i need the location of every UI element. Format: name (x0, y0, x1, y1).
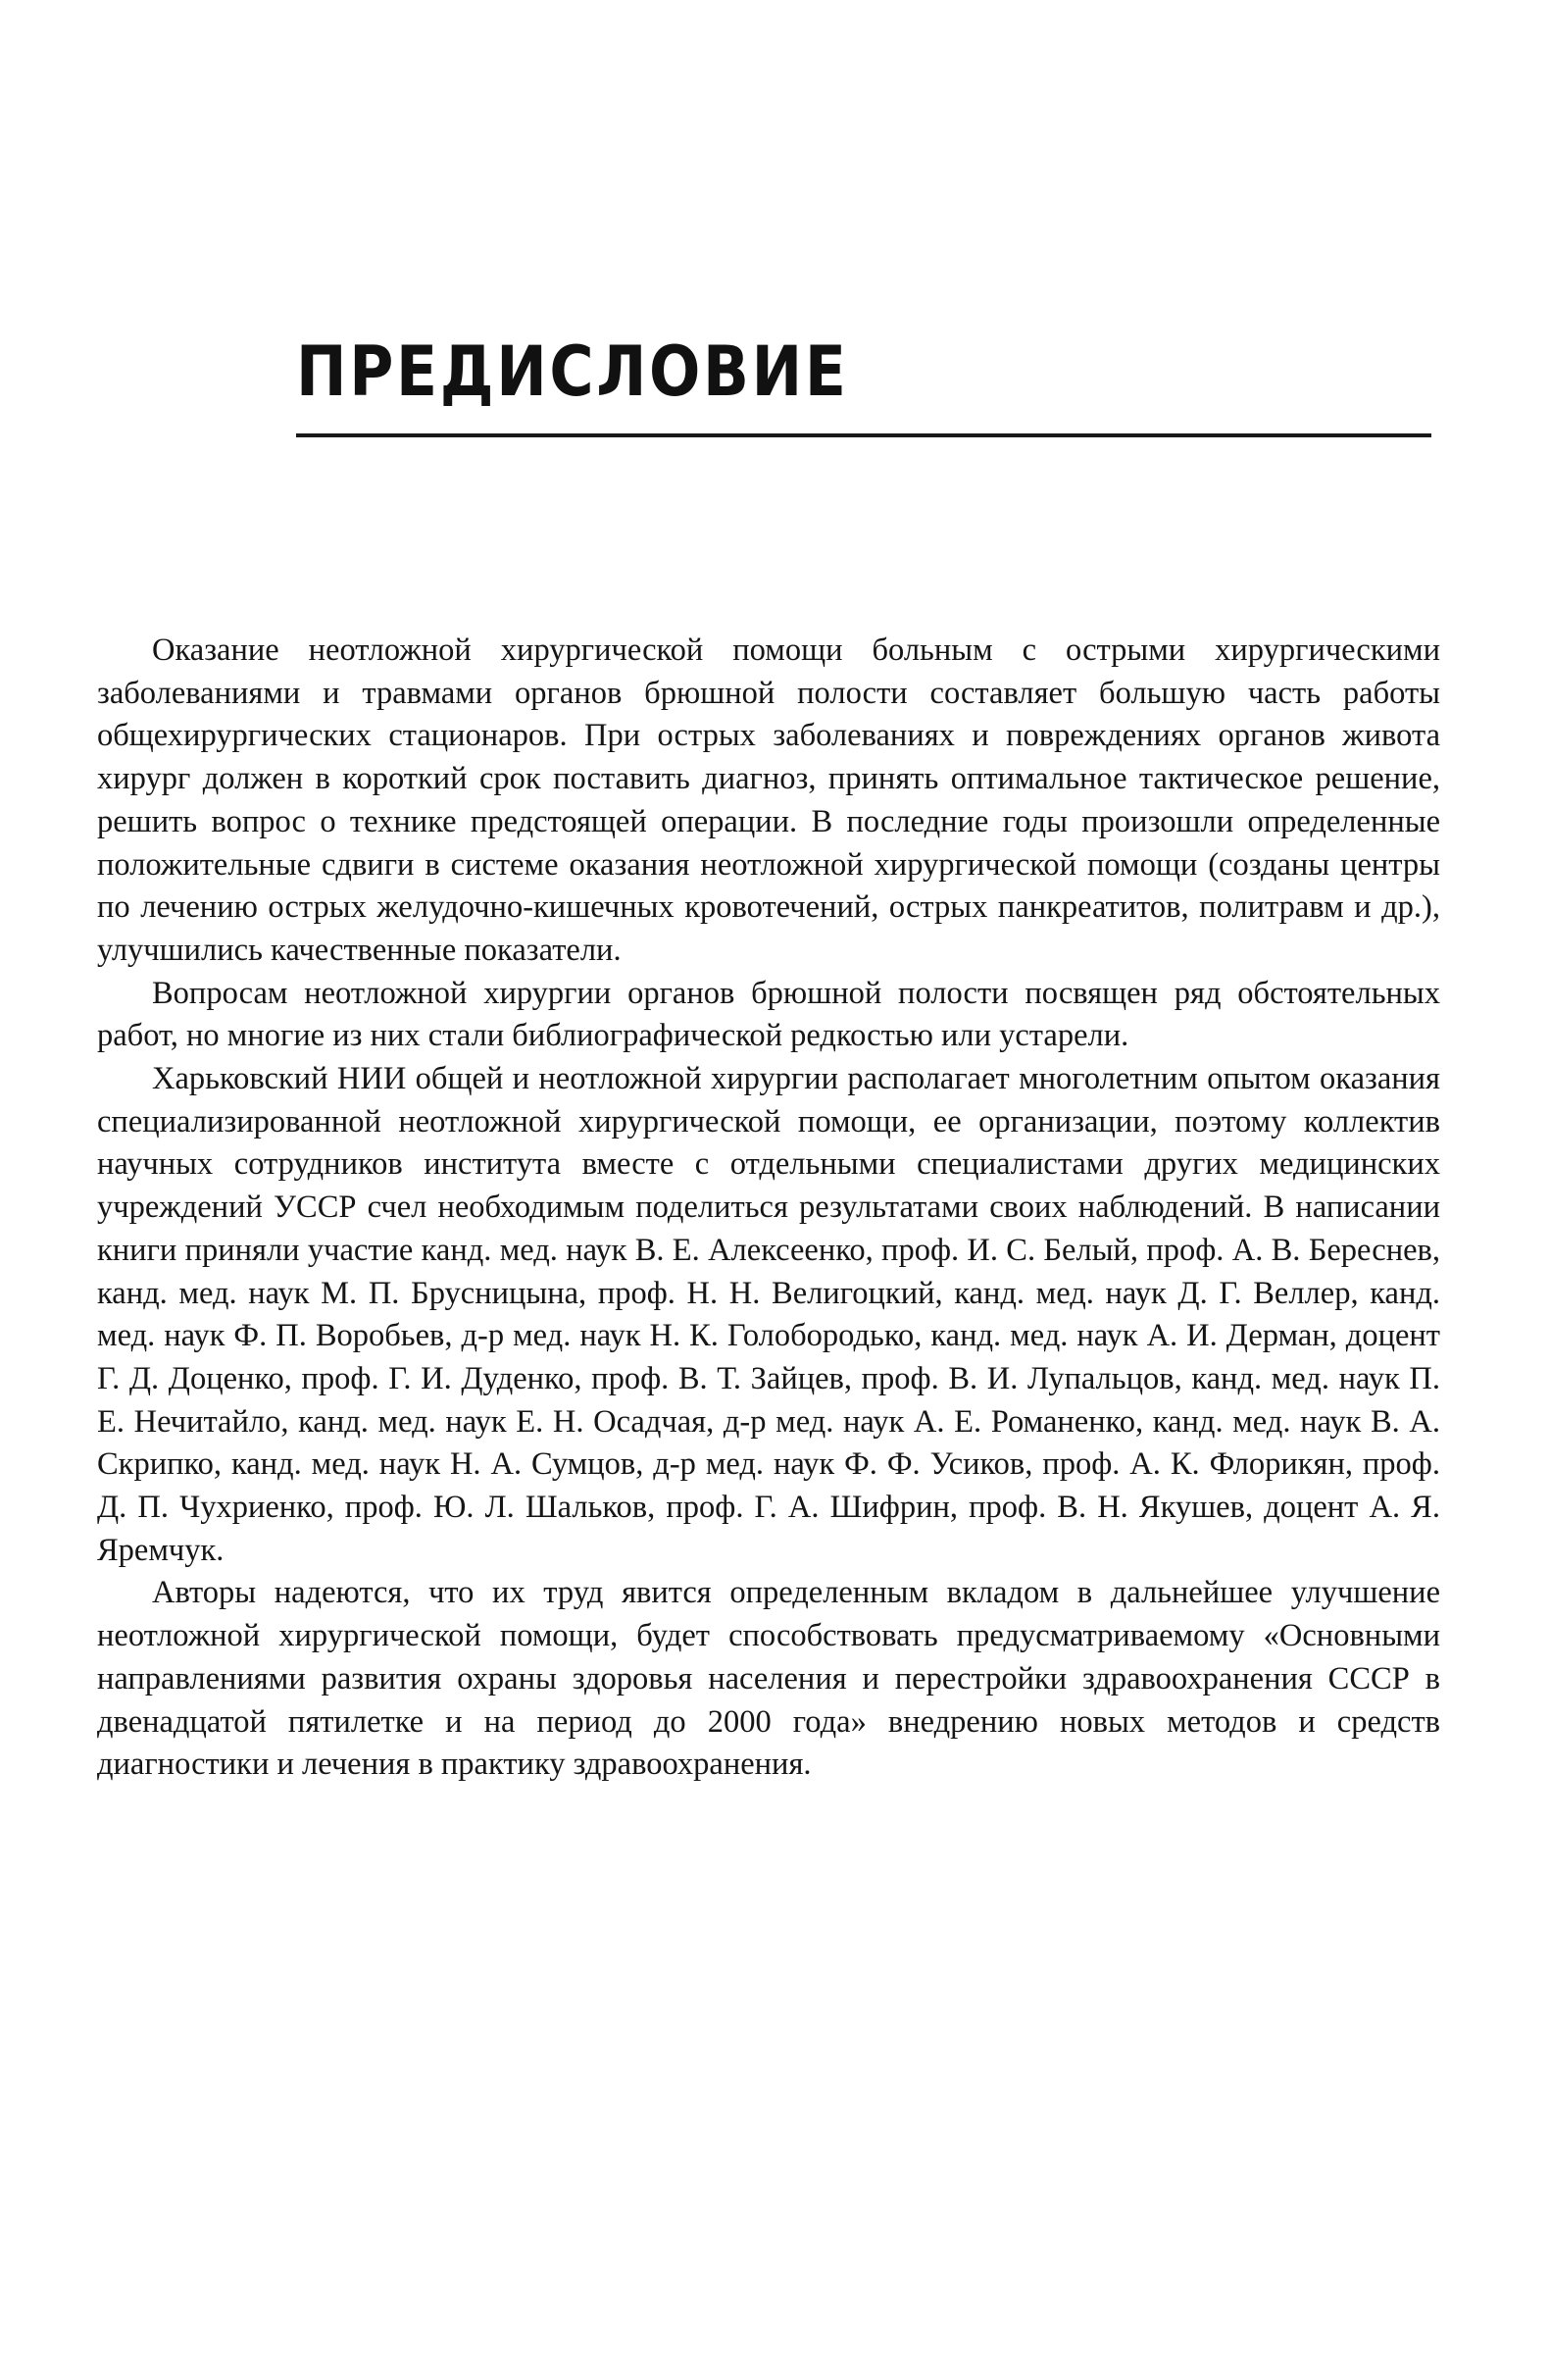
paragraph-4: Авторы надеются, что их труд явится определенным вкладом в дальнейшее улучшение неотложной хирургической помощи, будет способствовать предусматриваемому «Основными направлениями развития охраны здоровья населения и перестройки здравоохранения СССР в двенадцатой пятилетке и на период до 2000 года» внедрению новых методов и средств диагностики и лечения в практику здравоохранения. (97, 1575, 1440, 1783)
page-title: ПРЕДИСЛОВИЕ (296, 331, 849, 412)
paragraph-2: Вопросам неотложной хирургии органов брюшной полости посвящен ряд обстоятельных работ, но многие из них стали библиографической редкостью или устарели. (97, 975, 1440, 1054)
preface-body (97, 630, 1440, 1787)
paragraph-3: Харьковский НИИ общей и неотложной хирургии располагает многолетним опытом оказания специализированной неотложной хирургической помощи, ее организации, поэтому коллектив научных сотрудников института вместе с отдельными специалистами других медицинских учреждений УССР счел необходимым поделиться результатами своих наблюдений. В написании книги приняли участие канд. мед. наук В. Е. Алексеенко, проф. И. С. Белый, проф. А. В. Береснев, канд. мед. наук М. П. Брусницына, проф. Н. Н. Велигоцкий, канд. мед. наук Д. Г. Веллер, канд. мед. наук Ф. П. Воробьев, д-р мед. наук Н. К. Голобородько, канд. мед. наук А. И. Дерман, доцент Г. Д. Доценко, проф. Г. И. Дуденко, проф. В. Т. Зайцев, проф. В. И. Лупальцов, канд. мед. наук П. Е. Нечитайло, канд. мед. наук Е. Н. Осадчая, д-р мед. наук А. Е. Романенко, канд. мед. наук В. А. Скрипко, канд. мед. наук Н. А. Сумцов, д-р мед. наук Ф. Ф. Усиков, проф. А. К. Флорикян, проф. Д. П. Чухриенко, проф. Ю. Л. Шальков, проф. Г. А. Шифрин, проф. В. Н. Якушев, доцент А. Я. Яремчук. (97, 1061, 1440, 1568)
paragraph-1: Оказание неотложной хирургической помощи больным с острыми хирургическими заболеваниями и травмами органов брюшной полости составляет большую часть работы общехирургических стационаров. При острых заболеваниях и повреждениях органов живота хирург должен в короткий срок поставить диагноз, принять оптимальное тактическое решение, решить вопрос о технике предстоящей операции. В последние годы произошли определенные положительные сдвиги в системе оказания неотложной хирургической помощи (созданы центры по лечению острых желудочно-кишечных кровотечений, острых панкреатитов, политравм и др.), улучшились качественные показатели. (97, 633, 1440, 968)
title-divider (296, 433, 1431, 437)
